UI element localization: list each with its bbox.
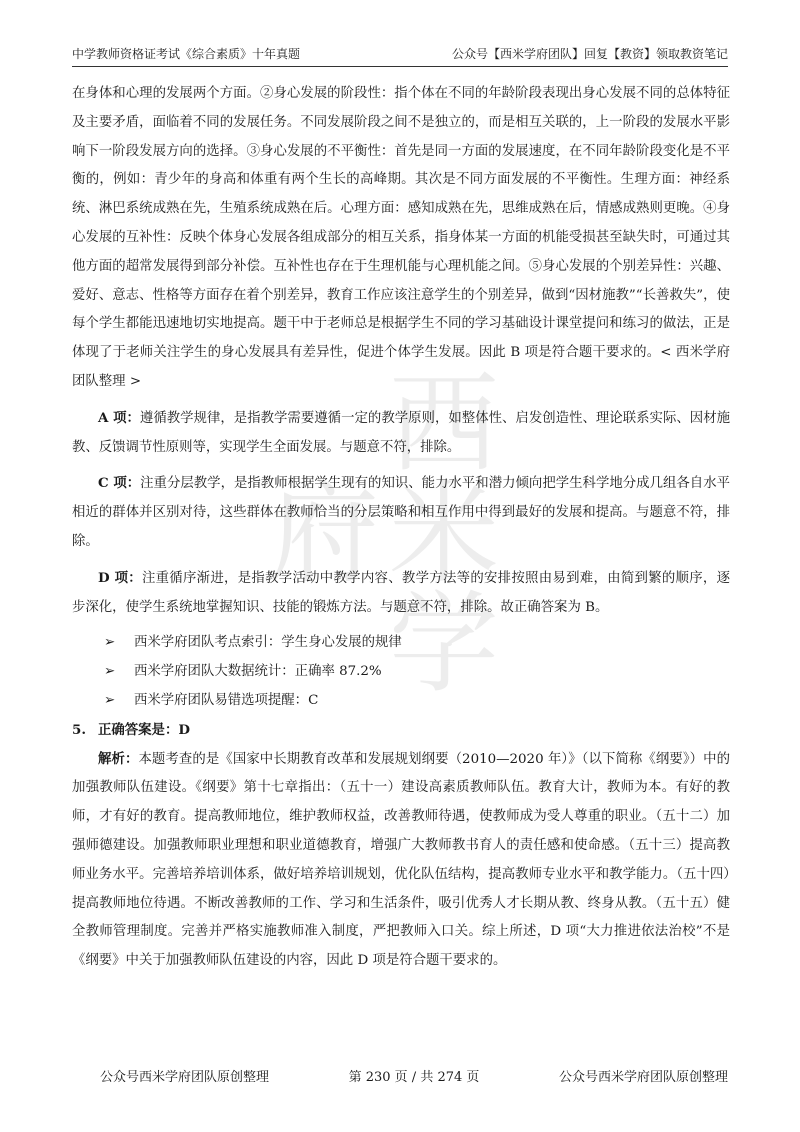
arrow-bullet-icon: ➢ <box>104 635 116 651</box>
option-c-paragraph <box>72 469 730 556</box>
option-a-paragraph <box>72 404 730 463</box>
option-c-label: C 项： <box>98 475 141 492</box>
bullet-text: 西米学府团队大数据统计：正确率 87.2% <box>134 664 382 680</box>
option-c-text: 注重分层教学，是指教师根据学生现有的知识、能力水平和潜力倾向把学生科学地分成几组各自水平相近的群体并区别对待，这些群体在教师恰当的分层策略和相互作用中得到最好的发展和提高。与题意不符，排除。 <box>72 476 730 549</box>
bullet-item <box>72 658 730 687</box>
bullet-text: 西米学府团队易错选项提醒：C <box>134 692 319 708</box>
bullet-item <box>72 629 730 658</box>
footer-left-text: 公众号西米学府团队原创整理 <box>100 1070 270 1085</box>
answer-heading <box>72 716 730 745</box>
page-content <box>72 80 730 976</box>
option-a-label: A 项： <box>98 409 140 426</box>
analysis-label: 解析： <box>98 750 139 767</box>
option-a-text: 遵循教学规律，是指教学需要遵循一定的教学原则，如整体性、启发创造性、理论联系实际、因材施教、反馈调节性原则等，实现学生全面发展。与题意不符，排除。 <box>72 410 730 455</box>
header-left-text: 中学教师资格证考试《综合素质》十年真题 <box>72 46 301 61</box>
page-header <box>72 40 728 67</box>
watermark: 西米学府 <box>251 365 499 695</box>
bullet-text: 西米学府团队考点索引：学生身心发展的规律 <box>134 635 402 651</box>
footer-right-text: 公众号西米学府团队原创整理 <box>558 1070 728 1085</box>
answer-text: 正确答案是：D <box>98 721 190 738</box>
header-right-text: 公众号【西米学府团队】回复【教资】领取教资笔记 <box>451 46 728 61</box>
analysis-paragraph <box>72 745 730 976</box>
option-d-label: D 项： <box>98 569 142 586</box>
page-footer <box>100 1066 728 1085</box>
question-number: 5. <box>72 721 86 738</box>
arrow-bullet-icon: ➢ <box>104 692 116 708</box>
explanation-paragraph: 在身体和心理的发展两个方面。②身心发展的阶段性：指个体在不同的年龄阶段表现出身心发展不同的总体特征及主要矛盾，面临着不同的发展任务。不同发展阶段之间不是独立的，而是相互关联的，上一阶段的发展水平影响下一阶段发展方向的选择。③身心发展的不平衡性：首先是同一方面的发展速度，在不同年龄阶段变化是不平衡的，例如：青少年的身高和体重有两个生长的高峰期。其次是不同方面发展的不平衡性。生理方面：神经系统、淋巴系统成熟在先，生殖系统成熟在后。心理方面：感知成熟在先，思维成熟在后，情感成熟则更晚。④身心发展的互补性：反映个体身心发展各组成部分的相互关系，指身体某一方面的机能受损甚至缺失时，可通过其他方面的超常发展得到部分补偿。互补性也存在于生理机能与心理机能之间。⑤身心发展的个别差异性：兴趣、爱好、意志、性格等方面存在着个别差异，教育工作应该注意学生的个别差异，做到“因材施教”“长善救失”，使每个学生都能迅速地切实地提高。题干中于老师总是根据学生不同的学习基础设计课堂提问和练习的做法，正是体现了于老师关注学生的身心发展具有差异性，促进个体学生发展。因此 B 项是符合题干要求的。< 西米学府团队整理 > <box>72 86 730 389</box>
page-number: 第 230 页 / 共 274 页 <box>348 1070 480 1085</box>
arrow-bullet-icon: ➢ <box>104 664 116 680</box>
option-d-text: 注重循序渐进，是指教学活动中教学内容、教学方法等的安排按照由易到难，由简到繁的顺序，逐步深化，使学生系统地掌握知识、技能的锻炼方法。与题意不符，排除。故正确答案为 B。 <box>72 570 730 615</box>
bullet-item <box>72 687 730 716</box>
option-d-paragraph <box>72 564 730 623</box>
analysis-text: 本题考查的是《国家中长期教育改革和发展规划纲要（2010—2020 年）》（以下简称《纲要》）中的加强教师队伍建设。《纲要》第十七章指出：（五十一）建设高素质教师队伍。教育大计，教师为本。有好的教师，才有好的教育。提高教师地位，维护教师权益，改善教师待遇，使教师成为受人尊重的职业。（五十二）加强师德建设。加强教师职业理想和职业道德教育，增强广大教师教书育人的责任感和使命感。（五十三）提高教师业务水平。完善培养培训体系，做好培养培训规划，优化队伍结构，提高教师专业水平和教学能力。（五十四）提高教师地位待遇。不断改善教师的工作、学习和生活条件，吸引优秀人才长期从教、终身从教。（五十五）健全教师管理制度。完善并严格实施教师准入制度，严把教师入口关。综上所述，D 项“大力推进依法治校”不是《纲要》中关于加强教师队伍建设的内容，因此 D 项是符合题干要求的。 <box>72 751 731 969</box>
